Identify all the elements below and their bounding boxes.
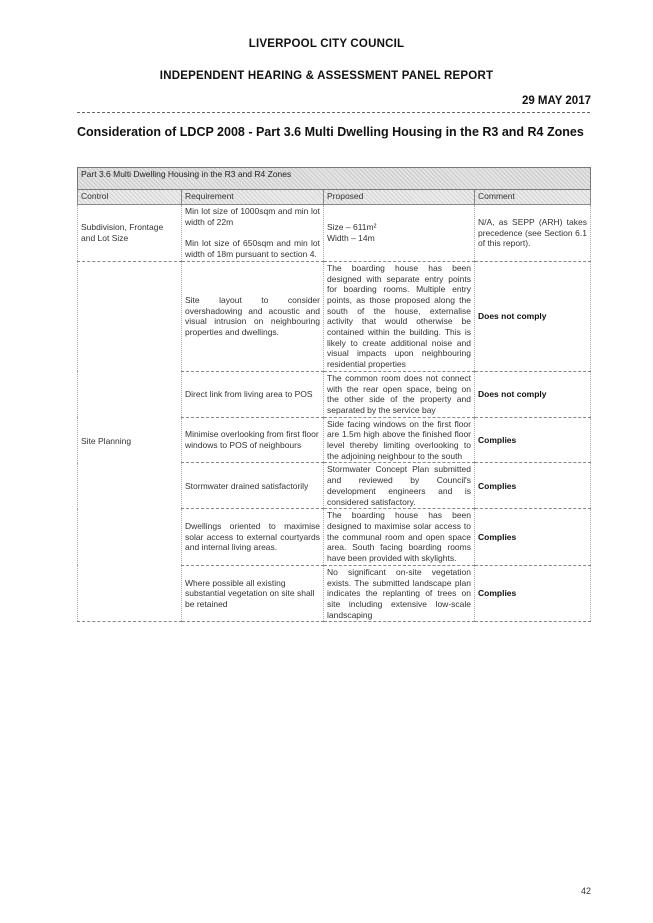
report-date: 29 MAY 2017 [521,95,591,107]
requirement-cell: Minimise overlooking from first floor windows to POS of neighbours [182,417,324,463]
control-cell: Subdivision, Frontage and Lot Size [78,205,182,262]
table-banner: Part 3.6 Multi Dwelling Housing in the R3 and R4 Zones [78,168,591,190]
requirement-cell: Dwellings oriented to maximise solar access to external courtyards and internal living areas. [182,509,324,566]
page-number: 42 [580,886,591,896]
proposed-cell: Stormwater Concept Plan submitted and reviewed by Council's development engineers and is considered satisfactory. [324,463,475,509]
proposed-cell: No significant on-site vegetation exists. The submitted landscape plan indicates the replanting of trees on site including extensive low-scale landscaping [324,565,475,622]
header-rule [77,112,590,113]
comment-cell: Complies [475,463,591,509]
requirement-text: Min lot size of 650sqm and min lot width of 18m pursuant to section 4. [185,238,320,260]
requirement-text: Min lot size of 1000sqm and min lot width of 22m [185,206,320,227]
comment-cell: Complies [475,417,591,463]
compliance-table [77,167,591,622]
header-comment: Comment [475,190,591,205]
table-banner-row [78,168,591,190]
proposed-cell: The common room does not connect with the rear open space, being on the other side of the property and separated by the service bay [324,371,475,417]
comment-cell: N/A, as SEPP (ARH) takes precedence (see Section 6.1 of this report). [475,205,591,262]
requirement-cell: Site layout to consider overshadowing and acoustic and visual intrusion on neighbouring properties and dwellings. [182,261,324,371]
comment-cell: Complies [475,565,591,622]
section-title: Consideration of LDCP 2008 - Part 3.6 Multi Dwelling Housing in the R3 and R4 Zones [77,125,584,139]
proposed-cell: Size – 611m² Width – 14m [324,205,475,262]
control-cell-site-planning: Site Planning [78,261,182,622]
requirement-cell [182,205,324,262]
table-row [78,205,591,262]
report-title: INDEPENDENT HEARING & ASSESSMENT PANEL REPORT [159,70,494,82]
proposed-cell: Side facing windows on the first floor are 1.5m high above the finished floor level thereby limiting overlooking to the adjoining neighbour to the south [324,417,475,463]
header-proposed: Proposed [324,190,475,205]
requirement-cell: Direct link from living area to POS [182,371,324,417]
requirement-cell: Where possible all existing substantial vegetation on site shall be retained [182,565,324,622]
header-control: Control [78,190,182,205]
requirement-cell: Stormwater drained satisfactorily [182,463,324,509]
comment-cell: Complies [475,509,591,566]
table-header-row [78,190,591,205]
comment-cell: Does not comply [475,261,591,371]
council-name: LIVERPOOL CITY COUNCIL [248,38,405,50]
proposed-cell: The boarding house has been designed with separate entry points for boarding rooms. Multiple entry points, as those proposed along the south of the house, externalise activity that would otherwise be contained within the building. This is likely to create additional noise and visual impacts upon neighbouring residential properties [324,261,475,371]
comment-cell: Does not comply [475,371,591,417]
proposed-cell: The boarding house has been designed to maximise solar access to the communal room and open space area. South facing boarding rooms have been provided with skylights. [324,509,475,566]
header-requirement: Requirement [182,190,324,205]
table-row [78,261,591,371]
